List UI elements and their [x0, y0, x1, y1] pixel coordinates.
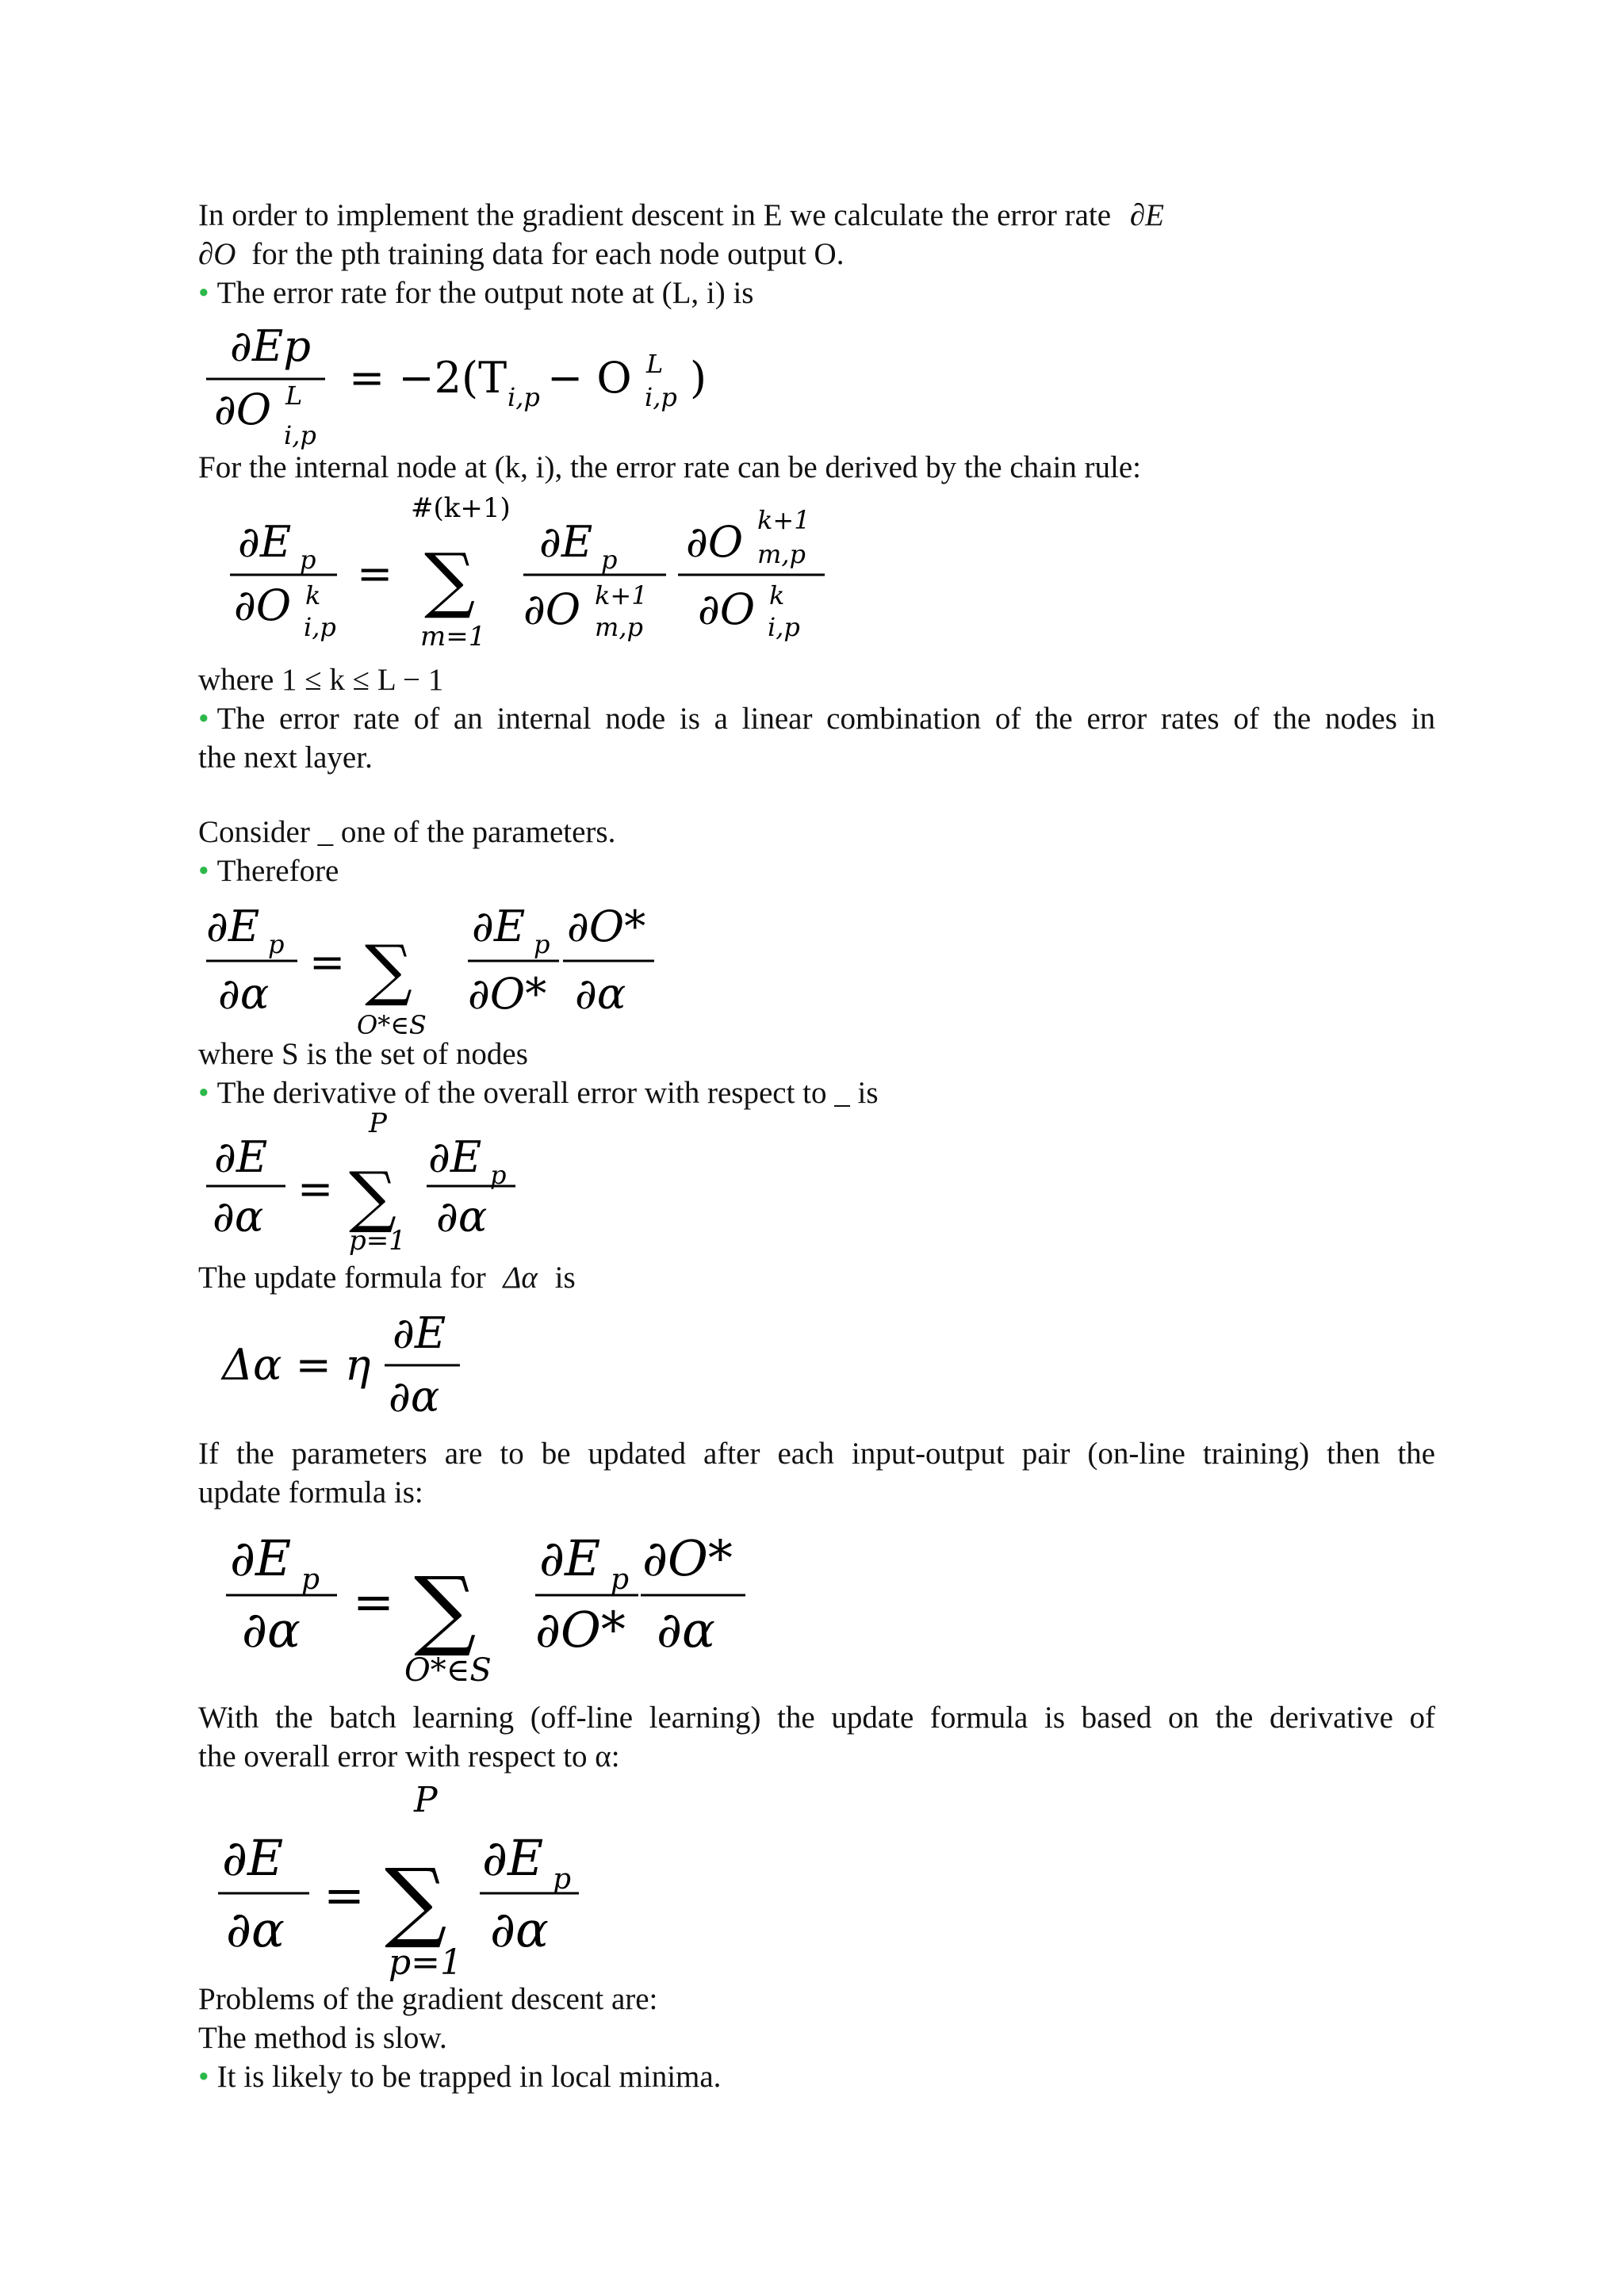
text-line-16: [198, 1738, 620, 1776]
eq3-sum-bottom: O*∈S: [357, 1010, 427, 1040]
eq6-f1-den: ∂O*: [535, 1601, 626, 1659]
eq3-equals: =: [309, 937, 346, 987]
intro-text: In order to implement the gradient descent in E we calculate the error rate: [198, 198, 1112, 232]
eq2-f1-num: ∂E: [539, 517, 593, 567]
line-11-text: The derivative of the overall error with respect to _ is: [216, 1076, 879, 1110]
eq6-f1-num-sub: p: [611, 1563, 630, 1596]
text-line-17: [198, 1980, 657, 2019]
line-2-text: for the pth training data for each node output O.: [251, 237, 845, 271]
eq6-num-sub: p: [301, 1563, 320, 1596]
bullet-icon: •: [198, 702, 209, 736]
text-line-18: [198, 2019, 447, 2057]
eq1-rhs-sub: i,p: [508, 382, 540, 412]
eq7-f1-den: ∂α: [490, 1900, 549, 1958]
eq3-numerator: ∂E: [206, 901, 260, 951]
line-17-text: Problems of the gradient descent are:: [198, 1982, 658, 2016]
eq3-sum-icon: ∑: [365, 931, 412, 1008]
bullet-icon: •: [198, 276, 209, 310]
eq7-numerator: ∂E: [222, 1829, 284, 1887]
line-7-text: the next layer.: [198, 740, 373, 775]
eq1-rhs-end: ): [690, 353, 707, 403]
line-13-text: If the parameters are to be updated after each input-output pair (on-line training) then the: [198, 1437, 1435, 1471]
eq4-f1-num-sub: p: [490, 1160, 507, 1190]
eq7-denominator: ∂α: [226, 1900, 285, 1958]
line-9-text: Therefore: [216, 854, 339, 888]
text-line-8: [198, 813, 615, 851]
line-5-text: where 1 ≤ k ≤ L − 1: [198, 663, 444, 697]
eq6-sum-icon: ∑: [414, 1558, 477, 1659]
eq7-sum-icon: ∑: [385, 1850, 447, 1951]
bullet-icon: •: [198, 2060, 209, 2094]
eq2-f1-den-sup: k+1: [595, 580, 648, 610]
eq6-denominator: ∂α: [242, 1601, 301, 1659]
math-dO: ∂O: [198, 237, 236, 271]
equation-2-svg: [206, 493, 920, 652]
equation-3: [206, 897, 761, 1043]
text-line-2: [198, 235, 844, 274]
eq2-f1-den-sub: m,p: [595, 612, 643, 642]
text-line-4: [198, 449, 1141, 487]
eq4-sum-bottom: p=1: [349, 1225, 406, 1257]
bullet-icon: •: [198, 1076, 209, 1110]
eq2-f2-den-sub: i,p: [768, 612, 800, 642]
text-line-1: [198, 197, 1164, 235]
eq4-sum-icon: ∑: [349, 1158, 396, 1235]
eq2-f2-den: ∂O: [698, 584, 756, 634]
eq2-f2-num: ∂O: [686, 517, 744, 567]
eq2-denominator: ∂O: [234, 580, 292, 630]
eq2-sum-top: #(k+1): [411, 492, 511, 524]
line-3-text: The error rate for the output note at (L, i) is: [216, 276, 754, 310]
eq7-sum-top: P: [414, 1780, 438, 1820]
eq6-f2-num: ∂O*: [642, 1529, 733, 1587]
bullet-icon: •: [198, 854, 209, 888]
eq1-rhs2: − O: [547, 353, 632, 403]
line-18-text: The method is slow.: [198, 2021, 447, 2055]
line-8-text: Consider _ one of the parameters.: [198, 815, 616, 849]
eq1-denominator: ∂O: [214, 385, 272, 434]
eq2-numerator: ∂E: [238, 517, 292, 567]
math-dE: ∂E: [1129, 198, 1164, 232]
eq3-f2-den: ∂α: [575, 969, 626, 1019]
bullet-line-9: [198, 852, 339, 890]
line-10-text: where S is the set of nodes: [198, 1037, 528, 1071]
eq1-rhs2-sub: i,p: [645, 382, 677, 412]
eq4-sum-top: P: [369, 1108, 387, 1139]
eq1-rhs: = −2(T: [349, 353, 508, 403]
bullet-line-3: [198, 274, 753, 312]
line-14-text: update formula is:: [198, 1475, 423, 1510]
line-16-text: the overall error with respect to α:: [198, 1739, 620, 1774]
eq2-sum-bottom: m=1: [420, 621, 486, 652]
equation-6: [206, 1516, 841, 1693]
equation-1-svg: [206, 317, 761, 452]
eq1-rhs2-sup: L: [646, 349, 664, 379]
eq4-denominator: ∂α: [213, 1192, 264, 1242]
eq3-f2-num: ∂O*: [567, 901, 646, 951]
equation-7-svg: [206, 1776, 682, 1983]
eq1-den-sub: i,p: [284, 420, 316, 450]
eq2-equals: =: [357, 549, 393, 599]
eq2-f2-num-sup: k+1: [757, 505, 810, 535]
equation-5: [206, 1300, 523, 1422]
eq1-numerator: ∂Ep: [230, 321, 311, 371]
text-line-13: [198, 1435, 1435, 1473]
line-6-text: The error rate of an internal node is a linear combination of the error rates of the nodes in: [216, 702, 1435, 736]
bullet-line-11: [198, 1074, 879, 1112]
eq7-f1-num-sub: p: [553, 1863, 572, 1896]
bullet-line-19: [198, 2058, 721, 2096]
eq6-f1-num: ∂E: [539, 1529, 601, 1587]
equation-6-svg: [206, 1516, 841, 1690]
eq7-f1-num: ∂E: [482, 1829, 544, 1887]
eq6-sum-bottom: O*∈S: [404, 1652, 492, 1689]
math-delta-alpha: Δα: [503, 1261, 538, 1295]
text-line-10: [198, 1035, 528, 1073]
eq4-numerator: ∂E: [214, 1132, 268, 1182]
eq2-den-sup: k: [305, 580, 321, 610]
eq6-numerator: ∂E: [230, 1529, 292, 1587]
equation-1: [206, 317, 761, 455]
line-19-text: It is likely to be trapped in local minima.: [216, 2060, 722, 2094]
eq4-f1-den: ∂α: [436, 1192, 488, 1242]
text-line-14: [198, 1474, 423, 1512]
eq3-num-sub: p: [268, 929, 285, 959]
eq3-f1-num-sub: p: [534, 929, 550, 959]
eq5-lhs: Δα = η: [222, 1340, 371, 1390]
bullet-line-6: [198, 700, 1435, 738]
equation-7: [206, 1776, 682, 1983]
eq2-f2-den-sup: k: [769, 580, 785, 610]
text-line-12: [198, 1259, 576, 1297]
eq5-denominator: ∂α: [389, 1372, 440, 1422]
text-line-7: [198, 739, 373, 777]
eq2-num-sub: p: [300, 545, 316, 575]
eq1-den-sup: L: [285, 381, 303, 411]
eq3-f1-den: ∂O*: [468, 969, 547, 1019]
equation-5-svg: [206, 1300, 523, 1422]
equation-3-svg: [206, 897, 761, 1040]
eq5-numerator: ∂E: [393, 1308, 446, 1358]
eq7-equals: =: [324, 1866, 365, 1924]
line-15-text: With the batch learning (off-line learning) the update formula is based on the derivative of: [198, 1701, 1435, 1735]
text-line-5: [198, 661, 443, 699]
eq2-f1-num-sub: p: [601, 545, 618, 575]
text-line-15: [198, 1699, 1435, 1737]
eq4-equals: =: [297, 1164, 334, 1214]
eq7-sum-bottom: p=1: [389, 1942, 463, 1983]
line-4-text: For the internal node at (k, i), the error rate can be derived by the chain rule:: [198, 450, 1142, 484]
eq4-f1-num: ∂E: [428, 1132, 482, 1182]
equation-4-svg: [206, 1108, 603, 1257]
eq6-equals: =: [353, 1573, 394, 1631]
eq2-sum-icon: ∑: [424, 538, 476, 622]
line-12-end: is: [554, 1261, 576, 1295]
equation-4: [206, 1108, 603, 1257]
eq2-f2-num-sub: m,p: [757, 539, 806, 569]
eq3-f1-num: ∂E: [472, 901, 526, 951]
equation-2: [206, 493, 920, 655]
eq2-f1-den: ∂O: [523, 584, 581, 634]
eq3-denominator: ∂α: [218, 969, 270, 1019]
eq6-f2-den: ∂α: [657, 1601, 715, 1659]
line-12-text: The update formula for: [198, 1261, 486, 1295]
eq2-den-sub: i,p: [304, 612, 336, 642]
